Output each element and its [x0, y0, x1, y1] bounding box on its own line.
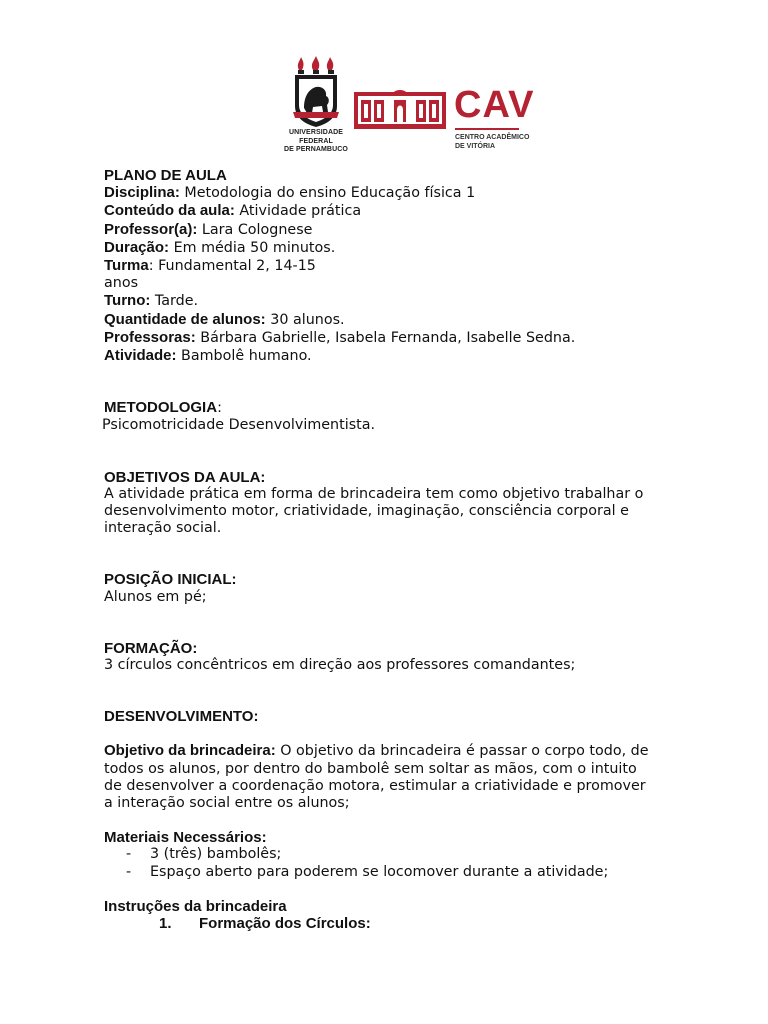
- field-turma-cont: anos: [104, 275, 139, 292]
- metodologia-text: Psicomotricidade Desenvolvimentista.: [102, 417, 376, 434]
- field-label: Conteúdo da aula:: [104, 202, 235, 220]
- field-value: Lara Colognese: [197, 221, 313, 238]
- cav-building-icon: [354, 88, 446, 130]
- field-colon: :: [148, 258, 154, 275]
- materiais-heading: Materiais Necessários:: [104, 829, 267, 847]
- spacer: [104, 365, 724, 399]
- field-atividade: [104, 347, 724, 365]
- field-label: Turma: [104, 257, 149, 275]
- objetivos-heading: OBJETIVOS DA AULA:: [104, 468, 266, 486]
- ufpe-logo: [283, 56, 349, 160]
- field-label: Duração:: [104, 238, 170, 256]
- ufpe-name-line-2: FEDERAL: [299, 137, 333, 145]
- objetivo-brincadeira-text: O objetivo da brincadeira é passar o corpo todo, de: [275, 743, 649, 760]
- field-label: Disciplina:: [104, 184, 180, 202]
- field-value: 30 alunos.: [265, 311, 345, 328]
- spacer: [104, 725, 724, 742]
- field-quantidade: [104, 311, 724, 329]
- objetivos-text-line-1: A atividade prática em forma de brincadeira tem como objetivo trabalhar o: [104, 485, 644, 502]
- field-turno: [104, 292, 724, 310]
- posicao-text: Alunos em pé;: [104, 588, 207, 605]
- field-conteudo: [104, 202, 724, 220]
- posicao-heading: POSIÇÃO INICIAL:: [104, 571, 237, 589]
- spacer: [104, 881, 724, 898]
- field-professor: [104, 221, 724, 239]
- header-logos: [0, 0, 768, 165]
- step-item: [104, 915, 724, 932]
- field-professoras: [104, 329, 724, 347]
- field-value: Bárbara Gabrielle, Isabela Fernanda, Isabelle Sedna.: [195, 329, 576, 346]
- desenvolvimento-heading: DESENVOLVIMENTO:: [104, 708, 259, 726]
- field-turma: [104, 257, 724, 275]
- ufpe-crest-icon: [293, 56, 339, 128]
- list-item: - 3 (três) bambolês;: [104, 846, 724, 863]
- field-label: Turno:: [104, 292, 151, 310]
- field-value: Metodologia do ensino Educação física 1: [179, 185, 476, 202]
- spacer: [104, 812, 724, 829]
- ufpe-name: [283, 129, 349, 155]
- cav-logo: [454, 84, 544, 158]
- cav-title: CAV: [454, 84, 535, 126]
- objetivo-brincadeira-line-2: todos os alunos, por dentro do bambolê sem soltar as mãos, com o intuito: [104, 760, 637, 777]
- field-value: Tarde.: [150, 293, 199, 310]
- spacer: [104, 435, 724, 469]
- heading-colon: :: [217, 400, 222, 417]
- field-label: Professoras:: [104, 328, 196, 346]
- field-label: Professor(a):: [104, 220, 198, 238]
- spacer: [104, 674, 724, 708]
- step-number: 1.: [159, 915, 172, 933]
- document-body: [104, 167, 724, 932]
- objetivo-brincadeira-line-3: de desenvolver a coordenação motora, estimular a criatividade e promover: [104, 777, 646, 794]
- cav-divider: [455, 128, 519, 130]
- field-value: Atividade prática: [234, 203, 362, 220]
- cav-subtitle-line-2: DE VITÓRIA: [455, 143, 496, 150]
- cav-subtitle: [455, 133, 529, 151]
- objetivo-brincadeira-label: Objetivo da brincadeira:: [104, 742, 276, 760]
- field-label: Quantidade de alunos:: [104, 310, 266, 328]
- field-value: Em média 50 minutos.: [169, 239, 336, 256]
- field-value: Bambolê humano.: [176, 348, 312, 365]
- objetivos-text-line-2: desenvolvimento motor, criatividade, imaginação, consciência corporal e: [104, 503, 629, 520]
- field-value: Fundamental 2, 14-15: [153, 258, 316, 275]
- ufpe-name-line-3: DE PERNAMBUCO: [284, 146, 348, 153]
- field-label: Atividade:: [104, 347, 177, 365]
- cav-subtitle-line-1: CENTRO ACADÊMICO: [455, 134, 530, 141]
- spacer: [104, 537, 724, 571]
- formacao-heading: FORMAÇÃO:: [104, 639, 198, 657]
- section-heading: METODOLOGIA: [104, 399, 218, 417]
- list-item: - Espaço aberto para poderem se locomover durante a atividade;: [104, 864, 724, 881]
- field-duracao: [104, 239, 724, 257]
- plan-title: PLANO DE AULA: [104, 167, 227, 184]
- spacer: [104, 606, 724, 640]
- formacao-text: 3 círculos concêntricos em direção aos professores comandantes;: [104, 657, 576, 674]
- metodologia-heading: [104, 399, 724, 417]
- ufpe-name-line-1: UNIVERSIDADE: [288, 129, 344, 136]
- objetivo-brincadeira-line-1: [104, 742, 724, 760]
- materiais-list: [104, 846, 724, 880]
- objetivo-brincadeira-line-4: a interação social entre os alunos;: [104, 795, 350, 812]
- instrucoes-heading: Instruções da brincadeira: [104, 897, 287, 915]
- field-disciplina: [104, 184, 724, 202]
- objetivos-text-line-3: interação social.: [104, 520, 222, 537]
- step-label: Formação dos Círculos:: [199, 915, 371, 933]
